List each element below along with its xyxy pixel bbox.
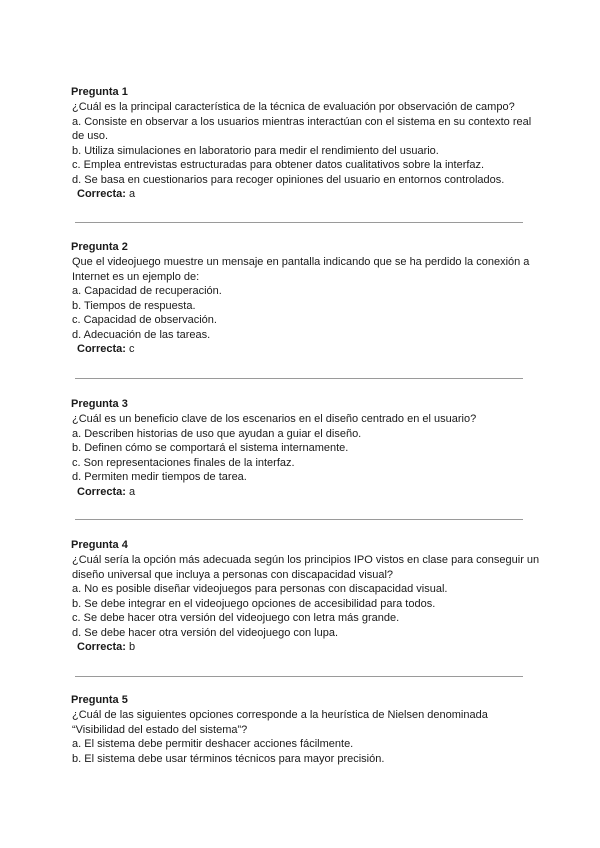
question-title: Pregunta 3 <box>71 398 128 410</box>
question-text: ¿Cuál es la principal característica de la técnica de evaluación por observación de campo? <box>72 101 515 113</box>
option-c: c. Son representaciones finales de la interfaz. <box>72 456 295 469</box>
question-2 <box>71 240 541 357</box>
option-b: b. Tiempos de respuesta. <box>72 299 196 312</box>
option-c: c. Se debe hacer otra versión del videojuego con letra más grande. <box>72 612 400 624</box>
option-b: b. Utiliza simulaciones en laboratorio para medir el rendimiento del usuario. <box>72 144 439 157</box>
question-text: ¿Cuál de las siguientes opciones corresponde a la heurística de Nielsen denominada “Visibilidad del estado del sistema”? <box>72 709 488 736</box>
correct-label: Correcta: <box>77 485 126 498</box>
question-text: ¿Cuál es un beneficio clave de los escenarios en el diseño centrado en el usuario? <box>72 413 477 425</box>
correct-value: b <box>128 641 136 653</box>
question-5 <box>71 693 541 766</box>
correct-value: c <box>128 343 135 355</box>
correct-answer <box>77 640 541 655</box>
option-a: a. Consiste en observar a los usuarios mientras interactúan con el sistema en su contexto real de uso. <box>72 115 532 142</box>
correct-label: Correcta: <box>77 641 126 653</box>
correct-label: Correcta: <box>77 188 126 200</box>
option-d: d. Permiten medir tiempos de tarea. <box>72 471 247 483</box>
option-c: c. Emplea entrevistas estructuradas para obtener datos cualitativos sobre la interfaz. <box>72 159 485 171</box>
correct-answer <box>77 342 541 357</box>
divider <box>75 378 523 379</box>
option-b: b. El sistema debe usar términos técnicos para mayor precisión. <box>72 752 385 765</box>
correct-answer <box>77 187 541 202</box>
option-d: d. Se debe hacer otra versión del videojuego con lupa. <box>72 626 339 639</box>
option-b: b. Se debe integrar en el videojuego opciones de accesibilidad para todos. <box>72 597 436 610</box>
divider <box>75 676 523 677</box>
correct-value: a <box>128 188 136 200</box>
option-d: d. Se basa en cuestionarios para recoger opiniones del usuario en entornos controlados. <box>72 173 505 186</box>
option-a: a. Capacidad de recuperación. <box>72 285 222 297</box>
option-d: d. Adecuación de las tareas. <box>72 328 211 341</box>
question-text: Que el videojuego muestre un mensaje en pantalla indicando que se ha perdido la conexión a Internet es un ejemplo de: <box>72 256 530 283</box>
question-1 <box>71 85 541 202</box>
option-c: c. Capacidad de observación. <box>72 314 217 326</box>
question-title: Pregunta 2 <box>71 241 128 253</box>
question-title: Pregunta 1 <box>71 86 128 98</box>
question-title: Pregunta 5 <box>71 694 128 706</box>
question-text: ¿Cuál sería la opción más adecuada según los principios IPO vistos en clase para conseguir un diseño universal que incluya a personas con discapacidad visual? <box>72 554 540 581</box>
question-3 <box>71 397 541 500</box>
correct-value: a <box>128 485 136 498</box>
option-b: b. Definen cómo se comportará el sistema internamente. <box>72 442 349 454</box>
option-a: a. No es posible diseñar videojuegos para personas con discapacidad visual. <box>72 583 448 595</box>
question-4 <box>71 538 541 655</box>
correct-label: Correcta: <box>77 343 126 355</box>
option-a: a. Describen historias de uso que ayudan a guiar el diseño. <box>72 427 362 440</box>
option-a: a. El sistema debe permitir deshacer acciones fácilmente. <box>72 738 354 750</box>
question-title: Pregunta 4 <box>71 539 128 551</box>
correct-answer <box>77 485 541 500</box>
divider <box>75 519 523 520</box>
divider <box>75 222 523 223</box>
